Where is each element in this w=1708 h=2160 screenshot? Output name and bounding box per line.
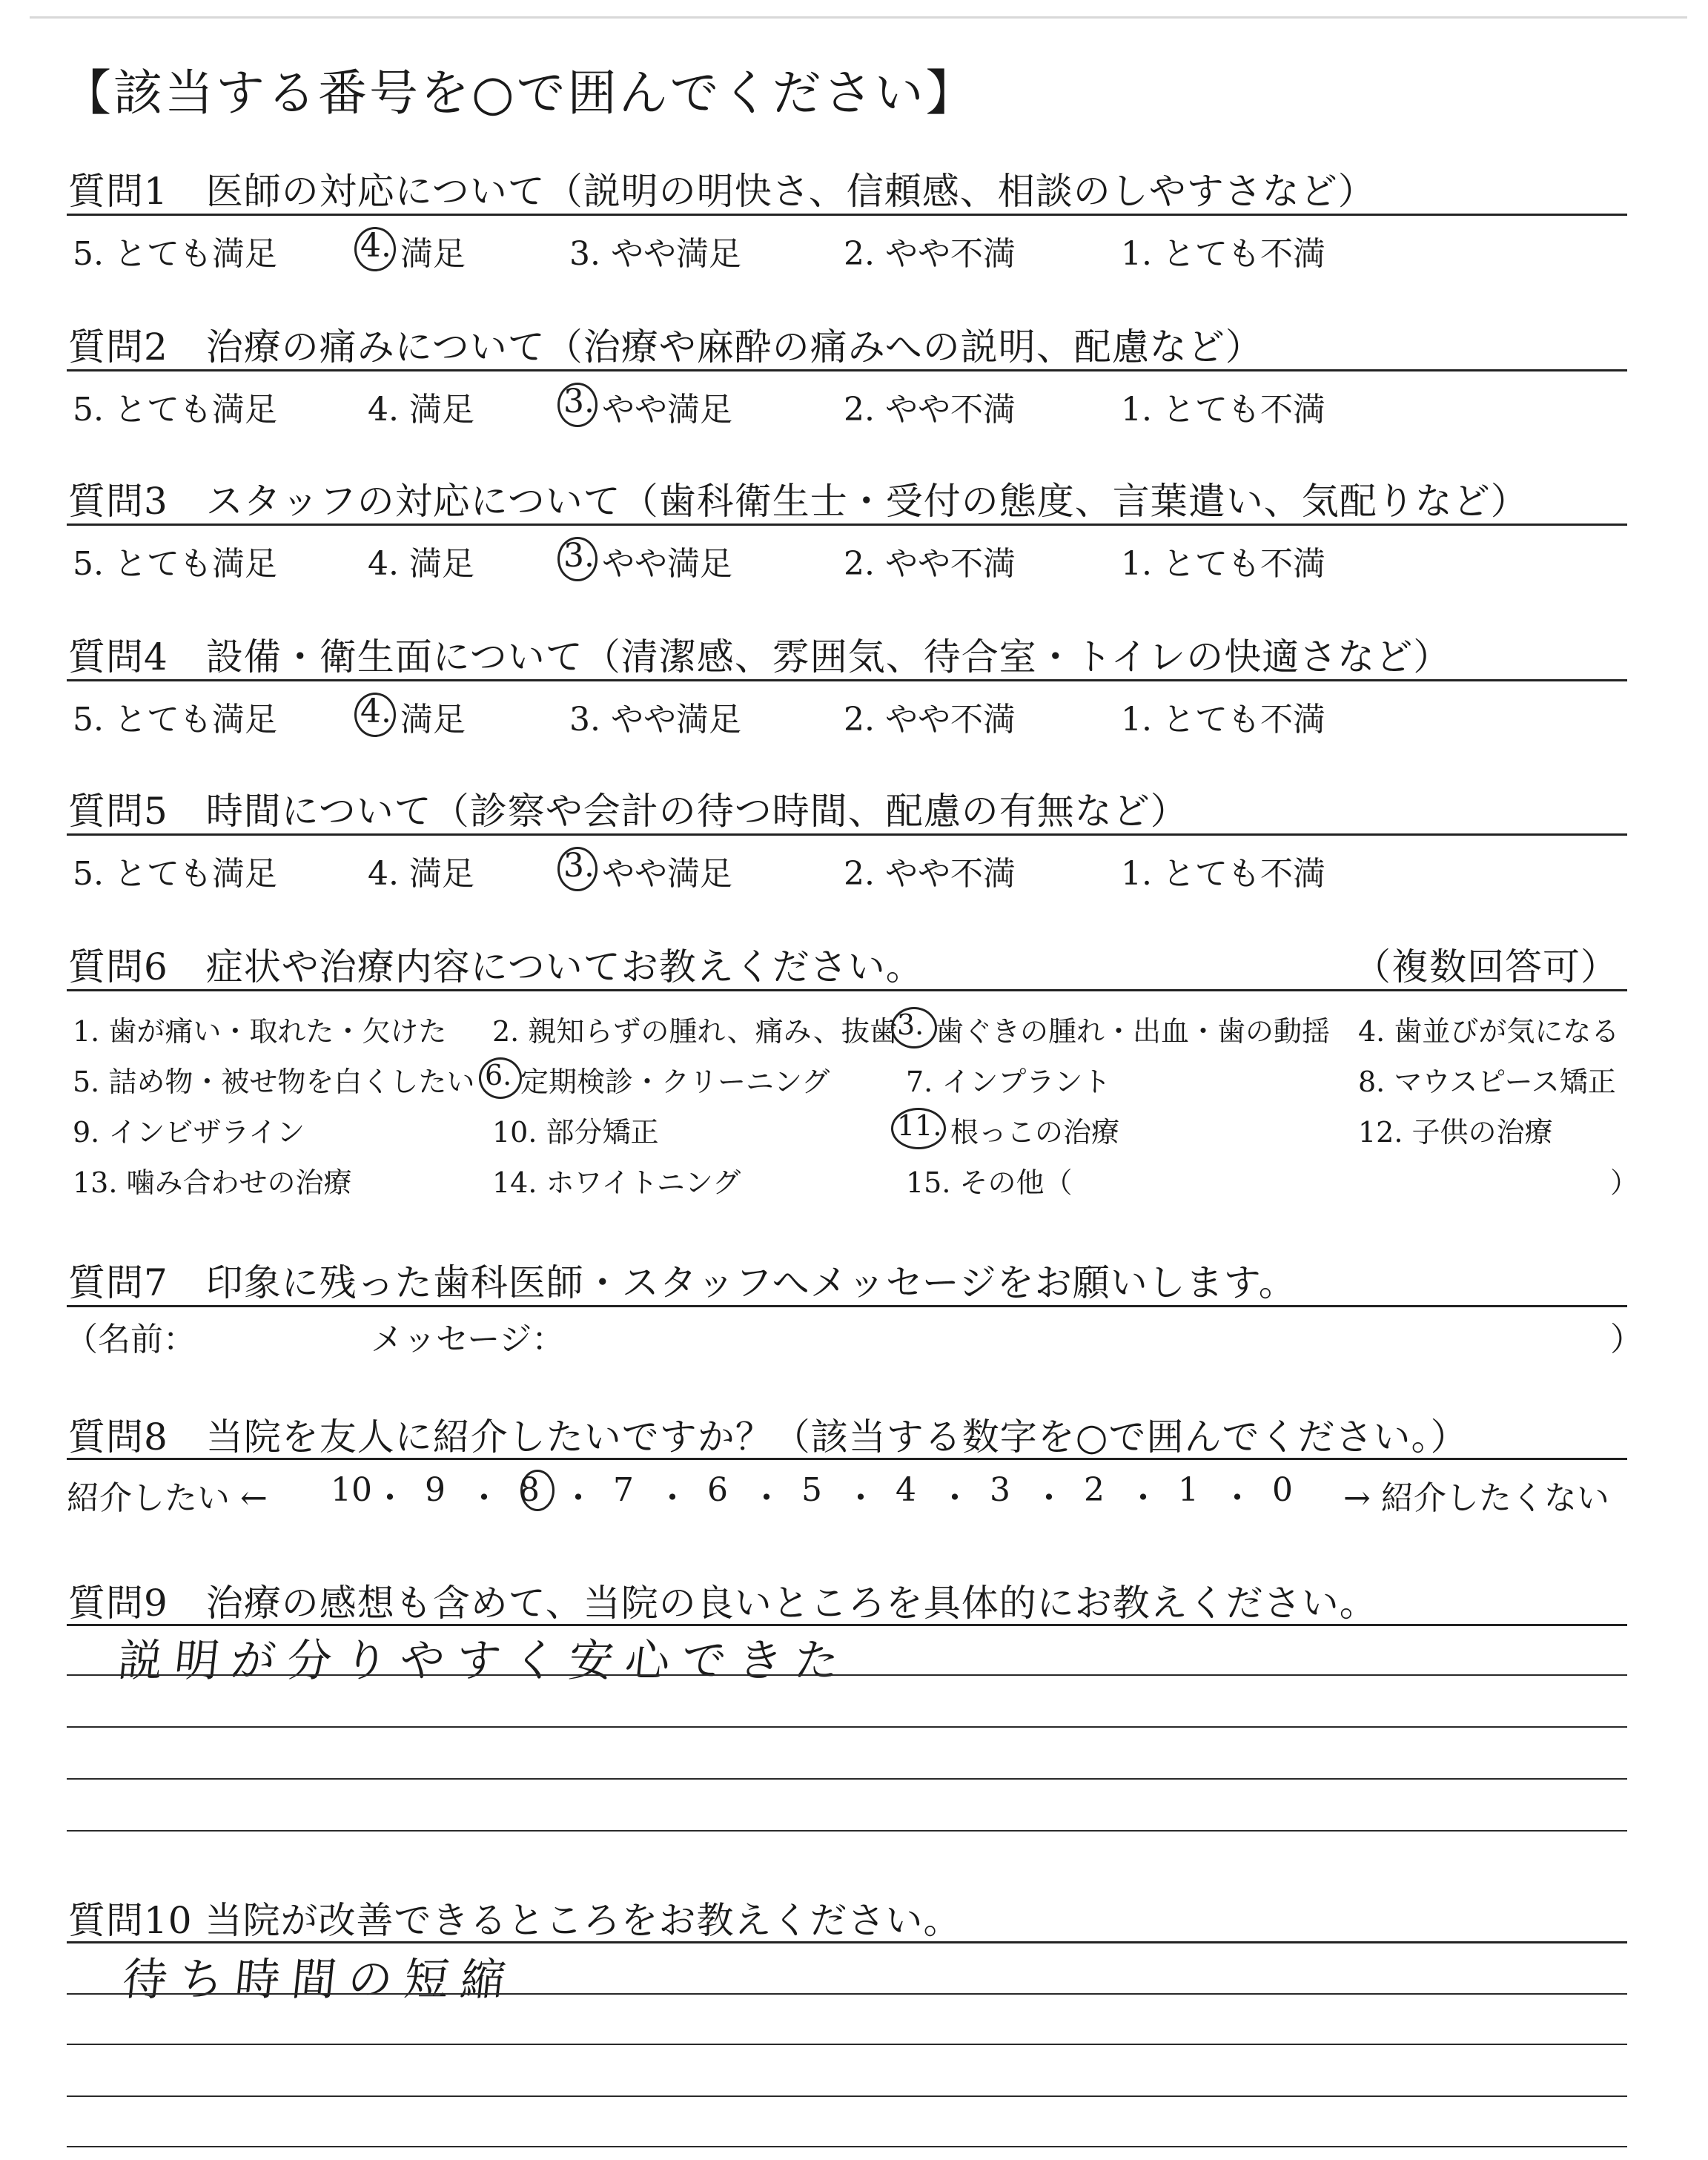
q9-writing-line [67, 1778, 1627, 1780]
q3-option-3-number[interactable]: 3. [563, 537, 595, 575]
q6-item-13[interactable]: 13. 噛み合わせの治療 [73, 1166, 352, 1199]
form-header: 【該当する番号を○で囲んでください】 [62, 65, 977, 122]
q6-item-7[interactable]: 7. インプラント [906, 1066, 1111, 1098]
q5-option-5[interactable]: 5. とても満足 [73, 855, 277, 893]
q8-scale-number[interactable]: 4 [896, 1471, 916, 1509]
q2-option-3-number[interactable]: 3. [563, 383, 595, 420]
q8-scale-number[interactable]: 2 [1084, 1471, 1105, 1509]
q8-scale-number[interactable]: 10 [331, 1471, 372, 1509]
q8-scale-separator: ・ [468, 1479, 500, 1517]
q2-title: 質問2 治療の痛みについて（治療や麻酔の痛みへの説明、配慮など） [68, 326, 1263, 369]
q6-item-11-number[interactable]: 11. [897, 1109, 942, 1142]
q6-item-8[interactable]: 8. マウスピース矯正 [1358, 1066, 1616, 1098]
q3-option-1[interactable]: 1. とても不満 [1121, 545, 1325, 583]
q8-scale-separator: ・ [656, 1479, 689, 1517]
q1-option-4-number[interactable]: 4. [360, 227, 391, 265]
q9-title: 質問9 治療の感想も含めて、当院の良いところを具体的にお教えください。 [68, 1582, 1377, 1625]
q6-item-10[interactable]: 10. 部分矯正 [492, 1116, 659, 1149]
q8-scale-separator: ・ [939, 1479, 971, 1517]
q8-scale-number[interactable]: 5 [801, 1471, 822, 1509]
q6-item-14[interactable]: 14. ホワイトニング [492, 1166, 741, 1199]
q6-item-15[interactable]: 15. その他（ [906, 1166, 1073, 1199]
q8-scale-number[interactable]: 3 [990, 1471, 1010, 1509]
q10-handwritten-answer: 待ち時間の短縮 [119, 1954, 520, 2006]
page-top-border [30, 16, 1687, 19]
q10-writing-line [67, 2044, 1627, 2045]
q9-writing-line [67, 1830, 1627, 1832]
q1-option-4-label[interactable]: 満足 [400, 235, 466, 273]
q7-rule [67, 1305, 1627, 1307]
q1-title: 質問1 医師の対応について（説明の明快さ、信頼感、相談のしやすさなど） [68, 170, 1376, 213]
q8-scale-separator: ・ [1033, 1479, 1065, 1517]
q2-option-1[interactable]: 1. とても不満 [1121, 391, 1325, 429]
q5-option-4[interactable]: 4. 満足 [368, 855, 474, 893]
q4-title: 質問4 設備・衛生面について（清潔感、雰囲気、待合室・トイレの快適さなど） [68, 635, 1452, 678]
q6-item-4[interactable]: 4. 歯並びが気になる [1358, 1015, 1620, 1048]
q3-option-3-label[interactable]: やや満足 [602, 545, 732, 583]
q5-option-1[interactable]: 1. とても不満 [1121, 855, 1325, 893]
q5-option-3-label[interactable]: やや満足 [602, 855, 732, 893]
q4-option-1[interactable]: 1. とても不満 [1121, 701, 1325, 739]
q5-option-2[interactable]: 2. やや不満 [844, 855, 1016, 893]
q6-title: 質問6 症状や治療内容についてお教えください。 [68, 945, 924, 988]
q6-multiple-answer-note: （複数回答可） [1354, 945, 1618, 988]
q8-scale-number[interactable]: 6 [707, 1471, 728, 1509]
q4-option-4-number[interactable]: 4. [360, 693, 391, 730]
q8-scale-separator: ・ [844, 1479, 877, 1517]
q7-title: 質問7 印象に残った歯科医師・スタッフへメッセージをお願いします。 [68, 1261, 1297, 1304]
q6-item-6-label[interactable]: 定期検診・クリーニング [520, 1066, 830, 1098]
q2-rule [67, 369, 1627, 371]
q8-scale-separator: ・ [562, 1479, 595, 1517]
q6-item-9[interactable]: 9. インビザライン [73, 1116, 305, 1149]
q4-option-2[interactable]: 2. やや不満 [844, 701, 1016, 739]
q7-message-label: メッセージ： [371, 1321, 565, 1358]
q3-option-2[interactable]: 2. やや不満 [844, 545, 1016, 583]
q7-name-label: （名前： [65, 1321, 196, 1358]
q5-title: 質問5 時間について（診察や会計の待つ時間、配慮の有無など） [68, 790, 1188, 833]
q10-writing-line [67, 2095, 1627, 2097]
q8-rule [67, 1458, 1627, 1460]
q6-item-15-close: ） [1610, 1166, 1639, 1199]
q1-option-1[interactable]: 1. とても不満 [1121, 235, 1325, 273]
q2-option-5[interactable]: 5. とても満足 [73, 391, 277, 429]
q8-scale-number[interactable]: 9 [425, 1471, 446, 1509]
q7-close: ） [1610, 1321, 1643, 1358]
q3-option-4[interactable]: 4. 満足 [368, 545, 474, 583]
q8-scale-number[interactable]: 1 [1178, 1471, 1199, 1509]
q4-option-3[interactable]: 3. やや満足 [569, 701, 741, 739]
q10-writing-line [67, 1993, 1627, 1995]
q1-option-3[interactable]: 3. やや満足 [569, 235, 741, 273]
q6-item-5[interactable]: 5. 詰め物・被せ物を白くしたい [73, 1066, 475, 1098]
q9-handwritten-answer: 説明が分りやすく安心できた [115, 1635, 854, 1687]
q6-item-3-number[interactable]: 3. [897, 1008, 924, 1041]
q6-item-6-number[interactable]: 6. [485, 1059, 512, 1091]
q2-option-3-label[interactable]: やや満足 [602, 391, 732, 429]
q8-scale-number[interactable]: 8 [519, 1471, 540, 1509]
q8-scale-separator: ・ [750, 1479, 783, 1517]
q8-scale-separator: ・ [1127, 1479, 1159, 1517]
q4-option-4-label[interactable]: 満足 [400, 701, 466, 739]
q2-option-2[interactable]: 2. やや不満 [844, 391, 1016, 429]
q3-rule [67, 524, 1627, 526]
q6-item-11-label[interactable]: 根っこの治療 [950, 1116, 1120, 1149]
q9-writing-line [67, 1674, 1627, 1676]
q4-rule [67, 679, 1627, 681]
q9-writing-line [67, 1726, 1627, 1728]
q4-option-5[interactable]: 5. とても満足 [73, 701, 277, 739]
q6-item-12[interactable]: 12. 子供の治療 [1358, 1116, 1553, 1149]
q6-rule [67, 989, 1627, 991]
q8-scale-separator: ・ [1221, 1479, 1254, 1517]
q10-title: 質問10 当院が改善できるところをお教えください。 [68, 1899, 961, 1942]
q10-rule [67, 1941, 1627, 1943]
q2-option-4[interactable]: 4. 満足 [368, 391, 474, 429]
q8-scale-separator: ・ [374, 1479, 406, 1517]
q1-option-5[interactable]: 5. とても満足 [73, 235, 277, 273]
q5-rule [67, 833, 1627, 836]
q8-right-label: → 紹介したくない [1343, 1479, 1609, 1517]
q1-option-2[interactable]: 2. やや不満 [844, 235, 1016, 273]
q3-title: 質問3 スタッフの対応について（歯科衛生士・受付の態度、言葉遣い、気配りなど） [68, 480, 1529, 523]
q3-option-5[interactable]: 5. とても満足 [73, 545, 277, 583]
q8-title: 質問8 当院を友人に紹介したいですか？（該当する数字を○で囲んでください。） [68, 1416, 1469, 1459]
q6-item-1[interactable]: 1. 歯が痛い・取れた・欠けた [73, 1015, 447, 1048]
q8-scale-number[interactable]: 7 [613, 1471, 634, 1509]
q8-scale-number[interactable]: 0 [1272, 1471, 1293, 1509]
q8-left-label: 紹介したい ← [67, 1479, 268, 1517]
q10-writing-line [67, 2146, 1627, 2147]
q5-option-3-number[interactable]: 3. [563, 847, 595, 885]
q1-rule [67, 214, 1627, 216]
q6-item-3-label[interactable]: 歯ぐきの腫れ・出血・歯の動揺 [936, 1015, 1331, 1048]
q6-item-2[interactable]: 2. 親知らずの腫れ、痛み、抜歯 [492, 1015, 898, 1048]
